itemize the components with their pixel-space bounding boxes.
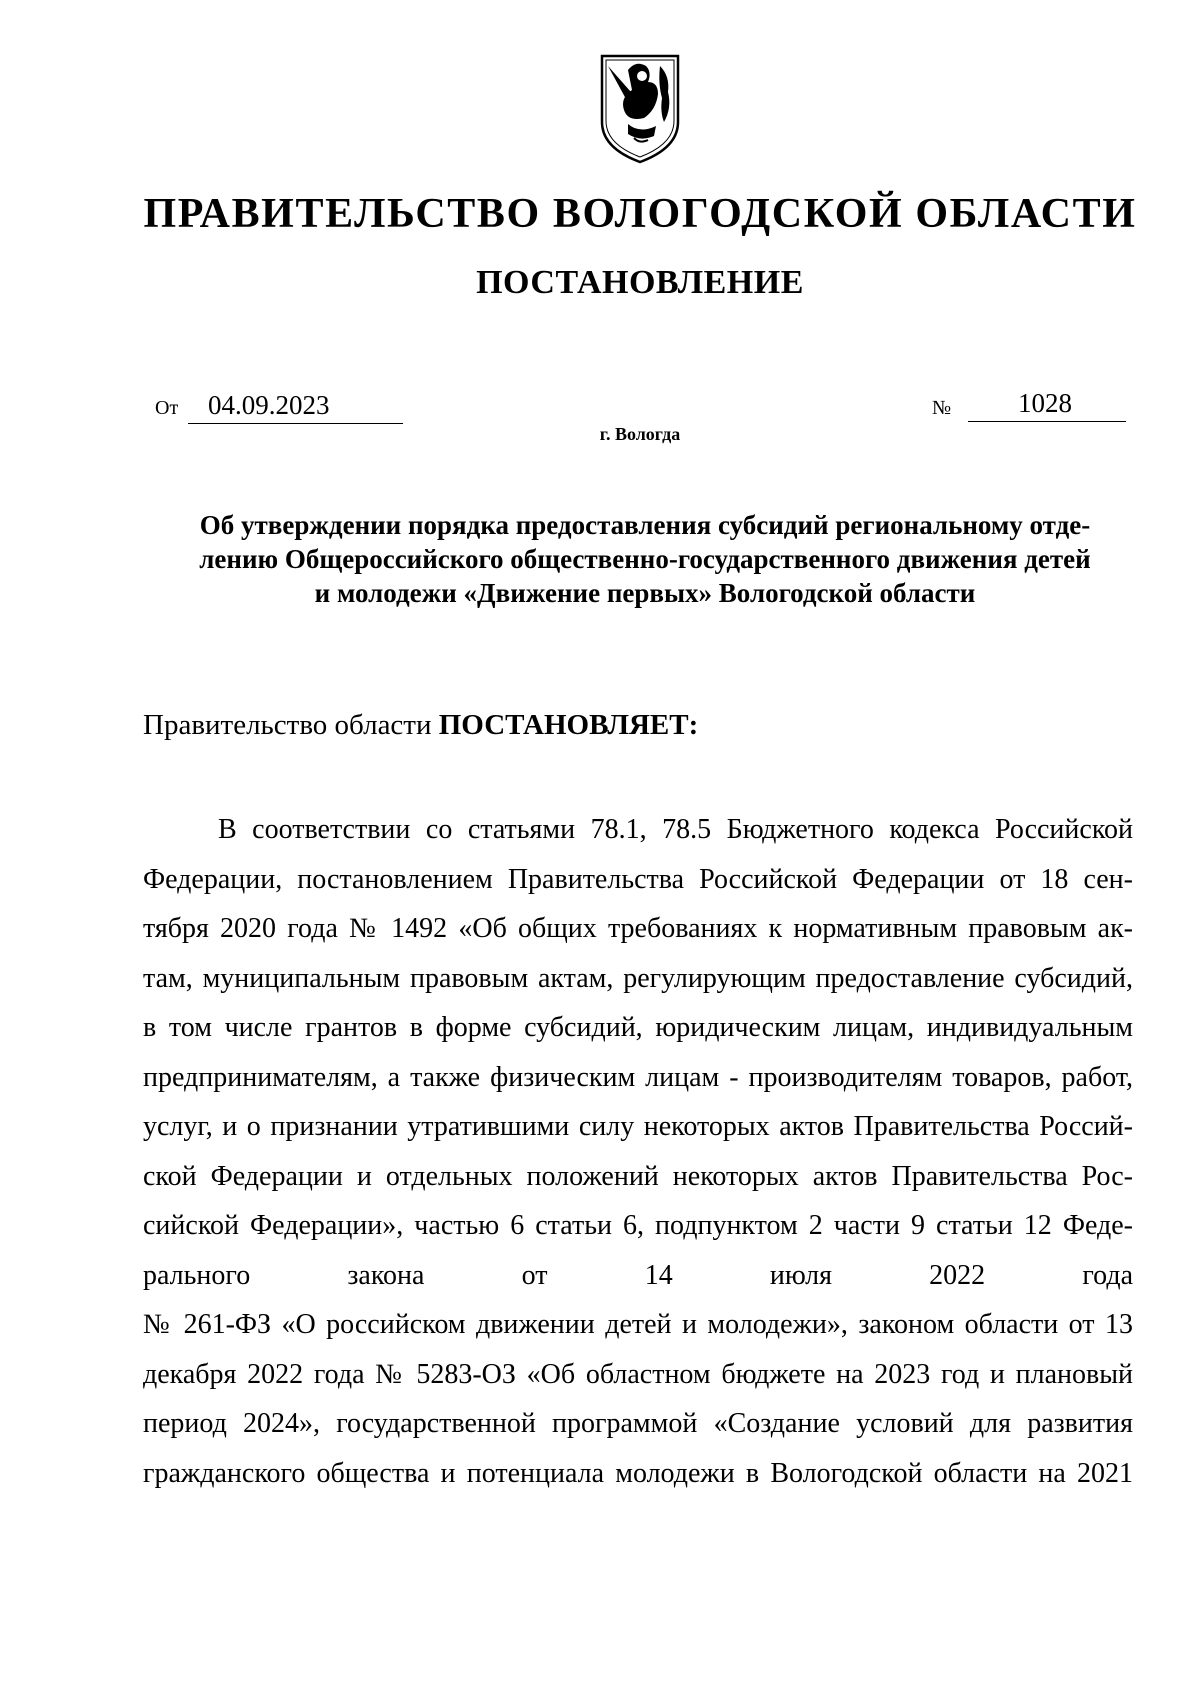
decree-statement [143,709,698,742]
body-line: декабря 2022 года № 5283-ОЗ «Об областном бюджете на 2023 год и плановый [143,1358,1133,1390]
subject-line: лению Общероссийского общественно-государственного движения детей [199,544,1091,574]
body-line: услуг, и о признании утратившими силу некоторых актов Правительства Россий- [143,1111,1133,1142]
body-word: рального [143,1259,251,1291]
body-word: 2022 [929,1259,986,1291]
document-body [143,805,1133,1498]
body-word: от [521,1259,548,1291]
government-title: ПРАВИТЕЛЬСТВО ВОЛОГОДСКОЙ ОБЛАСТИ [143,191,1137,237]
body-word: года [1082,1259,1133,1291]
body-line: гражданского общества и потенциала молодежи в Вологодской области на 2021 [143,1457,1133,1489]
city-label: г. Вологда [599,424,681,444]
body-line: тября 2020 года № 1492 «Об общих требованиях к нормативным правовым ак- [143,913,1133,944]
decree-intro: Правительство области [143,709,432,741]
body-line: № 261-ФЗ «О российском движении детей и молодежи», законом области от 13 [143,1309,1133,1340]
body-line: в том числе грантов в форме субсидий, юридическим лицам, индивидуальным [143,1012,1133,1043]
decree-verb: ПОСТАНОВЛЯЕТ: [438,709,699,741]
body-line: ской Федерации и отдельных положений некоторых актов Правительства Рос- [143,1160,1133,1192]
body-word: июля [769,1259,832,1291]
body-line: В соответствии со статьями 78.1, 78.5 Бюджетного кодекса Российской [218,814,1133,845]
subject-line: Об утверждении порядка предоставления субсидий региональному отде- [199,510,1091,540]
document-date: 04.09.2023 [188,390,403,424]
document-subject [150,508,1140,610]
body-word: 14 [644,1259,673,1291]
vologda-coat-of-arms-icon [598,52,682,164]
body-line-spread [143,1251,1133,1301]
body-word: закона [347,1259,425,1291]
body-line: Федерации, постановлением Правительства Российской Федерации от 18 сен- [143,863,1133,895]
body-line: предпринимателям, а также физическим лицам - производителям товаров, работ, [143,1061,1133,1093]
document-type-title: ПОСТАНОВЛЕНИЕ [476,264,804,301]
body-line: сийской Федерации», частью 6 статьи 6, подпунктом 2 части 9 статьи 12 Феде- [143,1210,1133,1241]
body-line: период 2024», государственной программой «Создание условий для развития [143,1408,1133,1439]
date-label: От [155,397,179,419]
subject-line: и молодежи «Движение первых» Вологодской области [314,578,976,608]
body-line: там, муниципальным правовым актам, регулирующим предоставление субсидий, [143,962,1133,994]
document-number: 1028 [968,388,1126,422]
number-label: № [932,397,952,419]
